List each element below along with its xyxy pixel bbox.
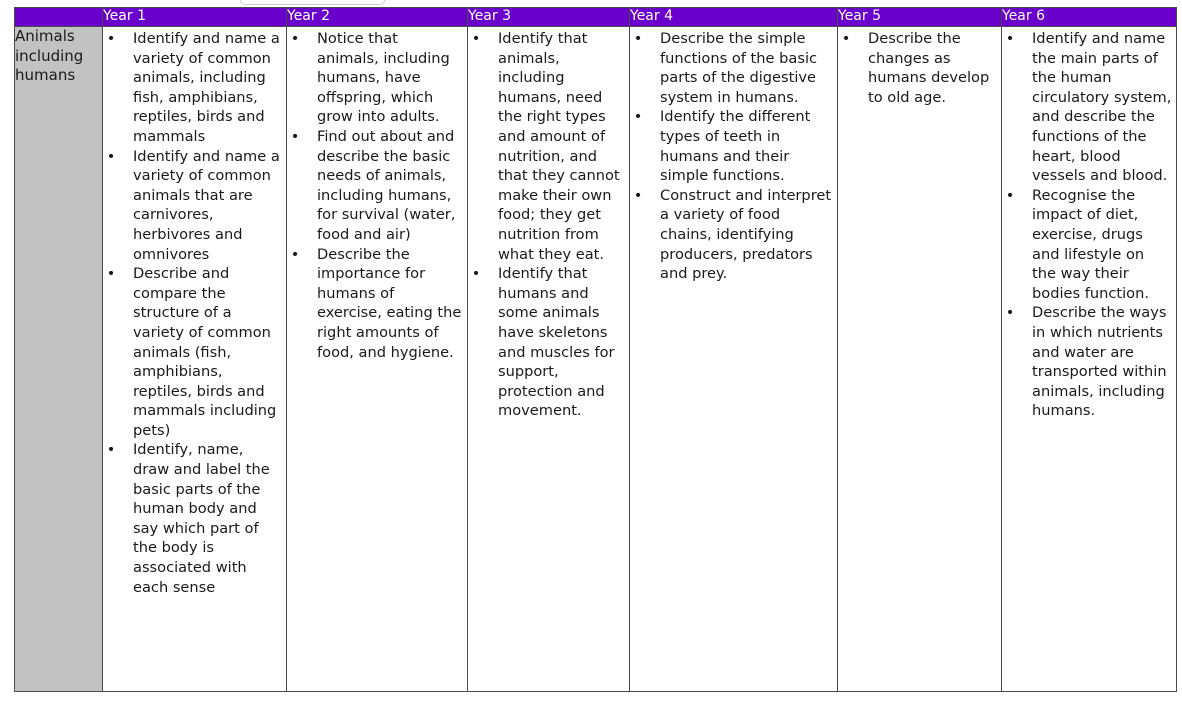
header-year-5: Year 5: [838, 8, 1002, 27]
subject-cell: Animals including humans: [15, 27, 103, 692]
objective-item: • Identify the different types of teeth in humans and their simple functions.: [660, 107, 833, 185]
header-year-2: Year 2: [287, 8, 468, 27]
header-year-3: Year 3: [468, 8, 630, 27]
objective-item: • Notice that animals, including humans, have offspring, which grow into adults.: [317, 29, 463, 127]
year-4-objectives: [630, 27, 837, 284]
header-row: [15, 8, 1177, 27]
header-year-4: Year 4: [630, 8, 838, 27]
year-3-cell: [468, 27, 630, 692]
objective-item: • Describe the ways in which nutrients and water are transported within animals, including humans.: [1032, 303, 1172, 421]
header-corner-cell: [15, 8, 103, 27]
objective-item: • Describe the simple functions of the basic parts of the digestive system in humans.: [660, 29, 833, 107]
objective-item: • Construct and interpret a variety of food chains, identifying producers, predators and prey.: [660, 186, 833, 284]
objective-item: • Identify that animals, including humans, need the right types and amount of nutrition, and that they cannot make their own food; they get nutrition from what they eat.: [498, 29, 625, 264]
objective-item: • Identify and name a variety of common animals that are carnivores, herbivores and omnivores: [133, 147, 282, 265]
objective-item: • Describe the changes as humans develop to old age.: [868, 29, 997, 107]
objective-item: • Describe and compare the structure of a variety of common animals (fish, amphibians, reptiles, birds and mammals including pets): [133, 264, 282, 440]
year-6-objectives: [1002, 27, 1176, 421]
objective-item: • Describe the importance for humans of exercise, eating the right amounts of food, and hygiene.: [317, 245, 463, 363]
year-3-objectives: [468, 27, 629, 421]
curriculum-table: [14, 7, 1177, 692]
year-1-objectives: [103, 27, 286, 597]
objective-item: • Find out about and describe the basic needs of animals, including humans, for survival (water, food and air): [317, 127, 463, 245]
year-6-cell: [1002, 27, 1177, 692]
year-2-objectives: [287, 27, 467, 362]
year-4-cell: [630, 27, 838, 692]
year-2-cell: [287, 27, 468, 692]
objective-item: • Identify, name, draw and label the basic parts of the human body and say which part of the body is associated with each sense: [133, 440, 282, 597]
table-row: [15, 27, 1177, 692]
objective-item: • Identify that humans and some animals have skeletons and muscles for support, protection and movement.: [498, 264, 625, 421]
objective-item: • Recognise the impact of diet, exercise, drugs and lifestyle on the way their bodies function.: [1032, 186, 1172, 304]
cropped-artifact: [240, 0, 385, 5]
year-5-cell: [838, 27, 1002, 692]
header-year-1: Year 1: [103, 8, 287, 27]
objective-item: • Identify and name the main parts of the human circulatory system, and describe the functions of the heart, blood vessels and blood.: [1032, 29, 1172, 186]
year-1-cell: [103, 27, 287, 692]
objective-item: • Identify and name a variety of common animals, including fish, amphibians, reptiles, birds and mammals: [133, 29, 282, 147]
year-5-objectives: [838, 27, 1001, 107]
header-year-6: Year 6: [1002, 8, 1177, 27]
